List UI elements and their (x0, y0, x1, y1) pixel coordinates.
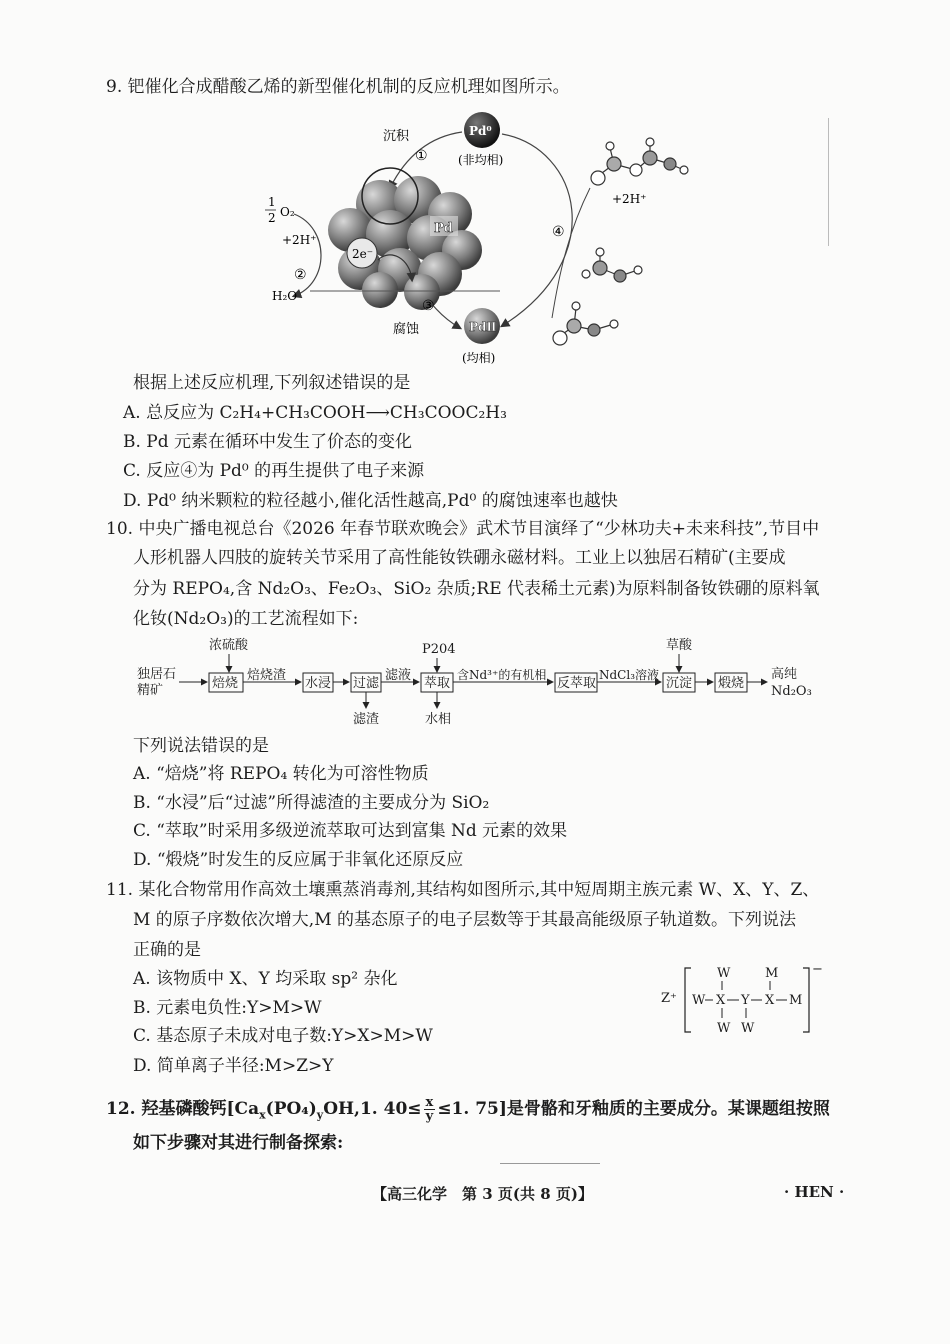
acetic-acid-molecule (553, 302, 618, 345)
q11-stem-line-3: 正确的是 (133, 940, 201, 960)
flow-end-1: 高纯 (771, 667, 798, 682)
struct-x-left: X (716, 993, 726, 1008)
o2-label: O₂ (280, 205, 295, 219)
divider (500, 1163, 600, 1164)
q9-stem: 9. 钯催化合成醋酸乙烯的新型催化机制的反应机理如图所示。 (106, 77, 570, 97)
flow-arrow-4: 含Nd³⁺的有机相 (457, 668, 547, 682)
q9-option-a: A. 总反应为 C₂H₄+CH₃COOH⟶CH₃COOC₂H₃ (123, 403, 507, 423)
step1-num: ① (415, 148, 428, 164)
q9-prompt: 根据上述反应机理,下列叙述错误的是 (133, 373, 411, 393)
q12-stem (106, 1096, 830, 1126)
q11-stem-line-2: M 的原子序数依次增大,M 的基态原子的电子层数等于其最高能级原子轨道数。下列说法 (133, 910, 797, 930)
q12-frac-num: x (425, 1095, 434, 1110)
struct-w-bottom-2: W (741, 1021, 755, 1036)
ethylene-molecule (582, 248, 642, 282)
q12-frac-den: y (425, 1109, 434, 1124)
q12-stem-a: 12. 羟基磷酸钙[Ca (106, 1099, 260, 1119)
pd2-label: PdⅡ (469, 320, 497, 334)
q9-option-c: C. 反应④为 Pd⁰ 的再生提供了电子来源 (123, 461, 425, 481)
q11-structure (655, 960, 830, 1040)
q12-sub-y: y (316, 1108, 324, 1122)
q11-option-c: C. 基态原子未成对电子数:Y>X>M>W (133, 1026, 433, 1046)
q11-option-a: A. 该物质中 X、Y 均采取 sp² 杂化 (133, 969, 398, 989)
pd0-label: Pd⁰ (469, 124, 492, 138)
q10-option-b: B. “水浸”后“过滤”所得滤渣的主要成分为 SiO₂ (133, 793, 490, 813)
q12-line-2: 如下步骤对其进行制备探索: (133, 1133, 344, 1153)
struct-charge: − (812, 962, 823, 977)
struct-m-right: M (789, 993, 803, 1008)
pd2-phase: (均相) (462, 351, 496, 365)
flow-box-1: 焙烧 (212, 676, 239, 691)
h-plus-right: +2H⁺ (612, 192, 647, 206)
struct-y: Y (741, 993, 750, 1008)
o2-num: 1 (268, 195, 276, 209)
scan-edge-line (828, 118, 829, 246)
flow-box-4: 萃取 (424, 676, 451, 691)
q10-stem-line-3: 分为 REPO₄,含 Nd₂O₃、Fe₂O₃、SiO₂ 杂质;RE 代表稀土元素)为原料制备钕铁硼的原料氧 (133, 579, 820, 599)
q10-prompt: 下列说法错误的是 (133, 736, 269, 756)
o2-den: 2 (268, 211, 276, 225)
pd-center-label: Pd (434, 221, 453, 236)
flow-arrow-3: 滤液 (385, 668, 412, 683)
step4-num: ④ (552, 224, 565, 240)
flow-reagent-6: 草酸 (666, 638, 693, 653)
flow-arrow-1: 焙烧渣 (247, 668, 287, 683)
o2-arc (294, 214, 321, 296)
q12-stem-c: OH,1. 40≤ (323, 1099, 422, 1119)
flow-box-2: 水浸 (305, 676, 332, 691)
step3-label: 腐蚀 (393, 322, 420, 337)
q11-option-b: B. 元素电负性:Y>M>W (133, 998, 322, 1018)
flow-box-3: 过滤 (353, 676, 380, 691)
struct-x-right: X (765, 993, 775, 1008)
q10-option-a: A. “焙烧”将 REPO₄ 转化为可溶性物质 (133, 764, 429, 784)
step3-num: ③ (422, 298, 435, 314)
flow-start-1: 独居石 (137, 667, 177, 682)
footer-code: · HEN · (784, 1183, 845, 1201)
struct-cation: Z⁺ (661, 991, 677, 1006)
q12-stem-b: (PO₄) (265, 1099, 317, 1119)
flow-start-2: 精矿 (137, 683, 164, 698)
pd0-phase: (非均相) (458, 153, 504, 167)
struct-w-bottom-1: W (717, 1021, 731, 1036)
flow-box-7: 煅烧 (718, 676, 745, 691)
q10-stem-line-4: 化钕(Nd₂O₃)的工艺流程如下: (133, 609, 359, 629)
q12-stem-d: ≤1. 75]是骨骼和牙釉质的主要成分。某课题组按照 (437, 1099, 830, 1119)
flow-end-2: Nd₂O₃ (771, 684, 812, 699)
electron-label: 2e⁻ (352, 247, 374, 261)
q10-process-flow (135, 636, 825, 728)
struct-w-left: W (692, 993, 706, 1008)
struct-w-top: W (717, 966, 731, 981)
flow-reagent-4: P204 (422, 642, 456, 657)
q11-stem-line-1: 11. 某化合物常用作高效土壤熏蒸消毒剂,其结构如图所示,其中短周期主族元素 W、X、Y、Z、 (106, 880, 820, 900)
q10-stem-line-1: 10. 中央广播电视总台《2026 年春节联欢晚会》武术节目演绎了“少林功夫+未来科技”,节目中 (106, 519, 820, 539)
q12-sub-x: x (259, 1108, 266, 1122)
q9-option-d: D. Pd⁰ 纳米颗粒的粒径越小,催化活性越高,Pd⁰ 的腐蚀速率也越快 (123, 491, 618, 511)
q11-option-d: D. 简单离子半径:M>Z>Y (133, 1056, 334, 1076)
q10-option-c: C. “萃取”时采用多级逆流萃取可达到富集 Nd 元素的效果 (133, 821, 568, 841)
pd-nanoparticle-cluster (328, 168, 482, 310)
q12-fraction (424, 1096, 436, 1123)
q9-mechanism-diagram (250, 108, 710, 370)
flow-reagent-1: 浓硫酸 (209, 638, 249, 653)
struct-m-top: M (765, 966, 779, 981)
step1-label: 沉积 (383, 129, 410, 144)
flow-out-3: 滤渣 (353, 712, 380, 727)
vinyl-acetate-molecule (591, 138, 688, 185)
step2-num: ② (294, 267, 307, 283)
footer-page-info: 【高三化学 第 3 页(共 8 页)】 (372, 1185, 593, 1203)
h-plus-left: +2H⁺ (282, 233, 317, 247)
flow-out-4: 水相 (425, 712, 452, 727)
flow-arrow-5: NdCl₃溶液 (599, 668, 660, 682)
h2o-label: H₂O (272, 289, 298, 303)
flow-box-6: 沉淀 (666, 676, 693, 691)
q10-stem-line-2: 人形机器人四肢的旋转关节采用了高性能钕铁硼永磁材料。工业上以独居石精矿(主要成 (133, 548, 786, 568)
flow-box-5: 反萃取 (557, 676, 597, 691)
q10-option-d: D. “煅烧”时发生的反应属于非氧化还原反应 (133, 850, 464, 870)
q9-option-b: B. Pd 元素在循环中发生了价态的变化 (123, 432, 413, 452)
